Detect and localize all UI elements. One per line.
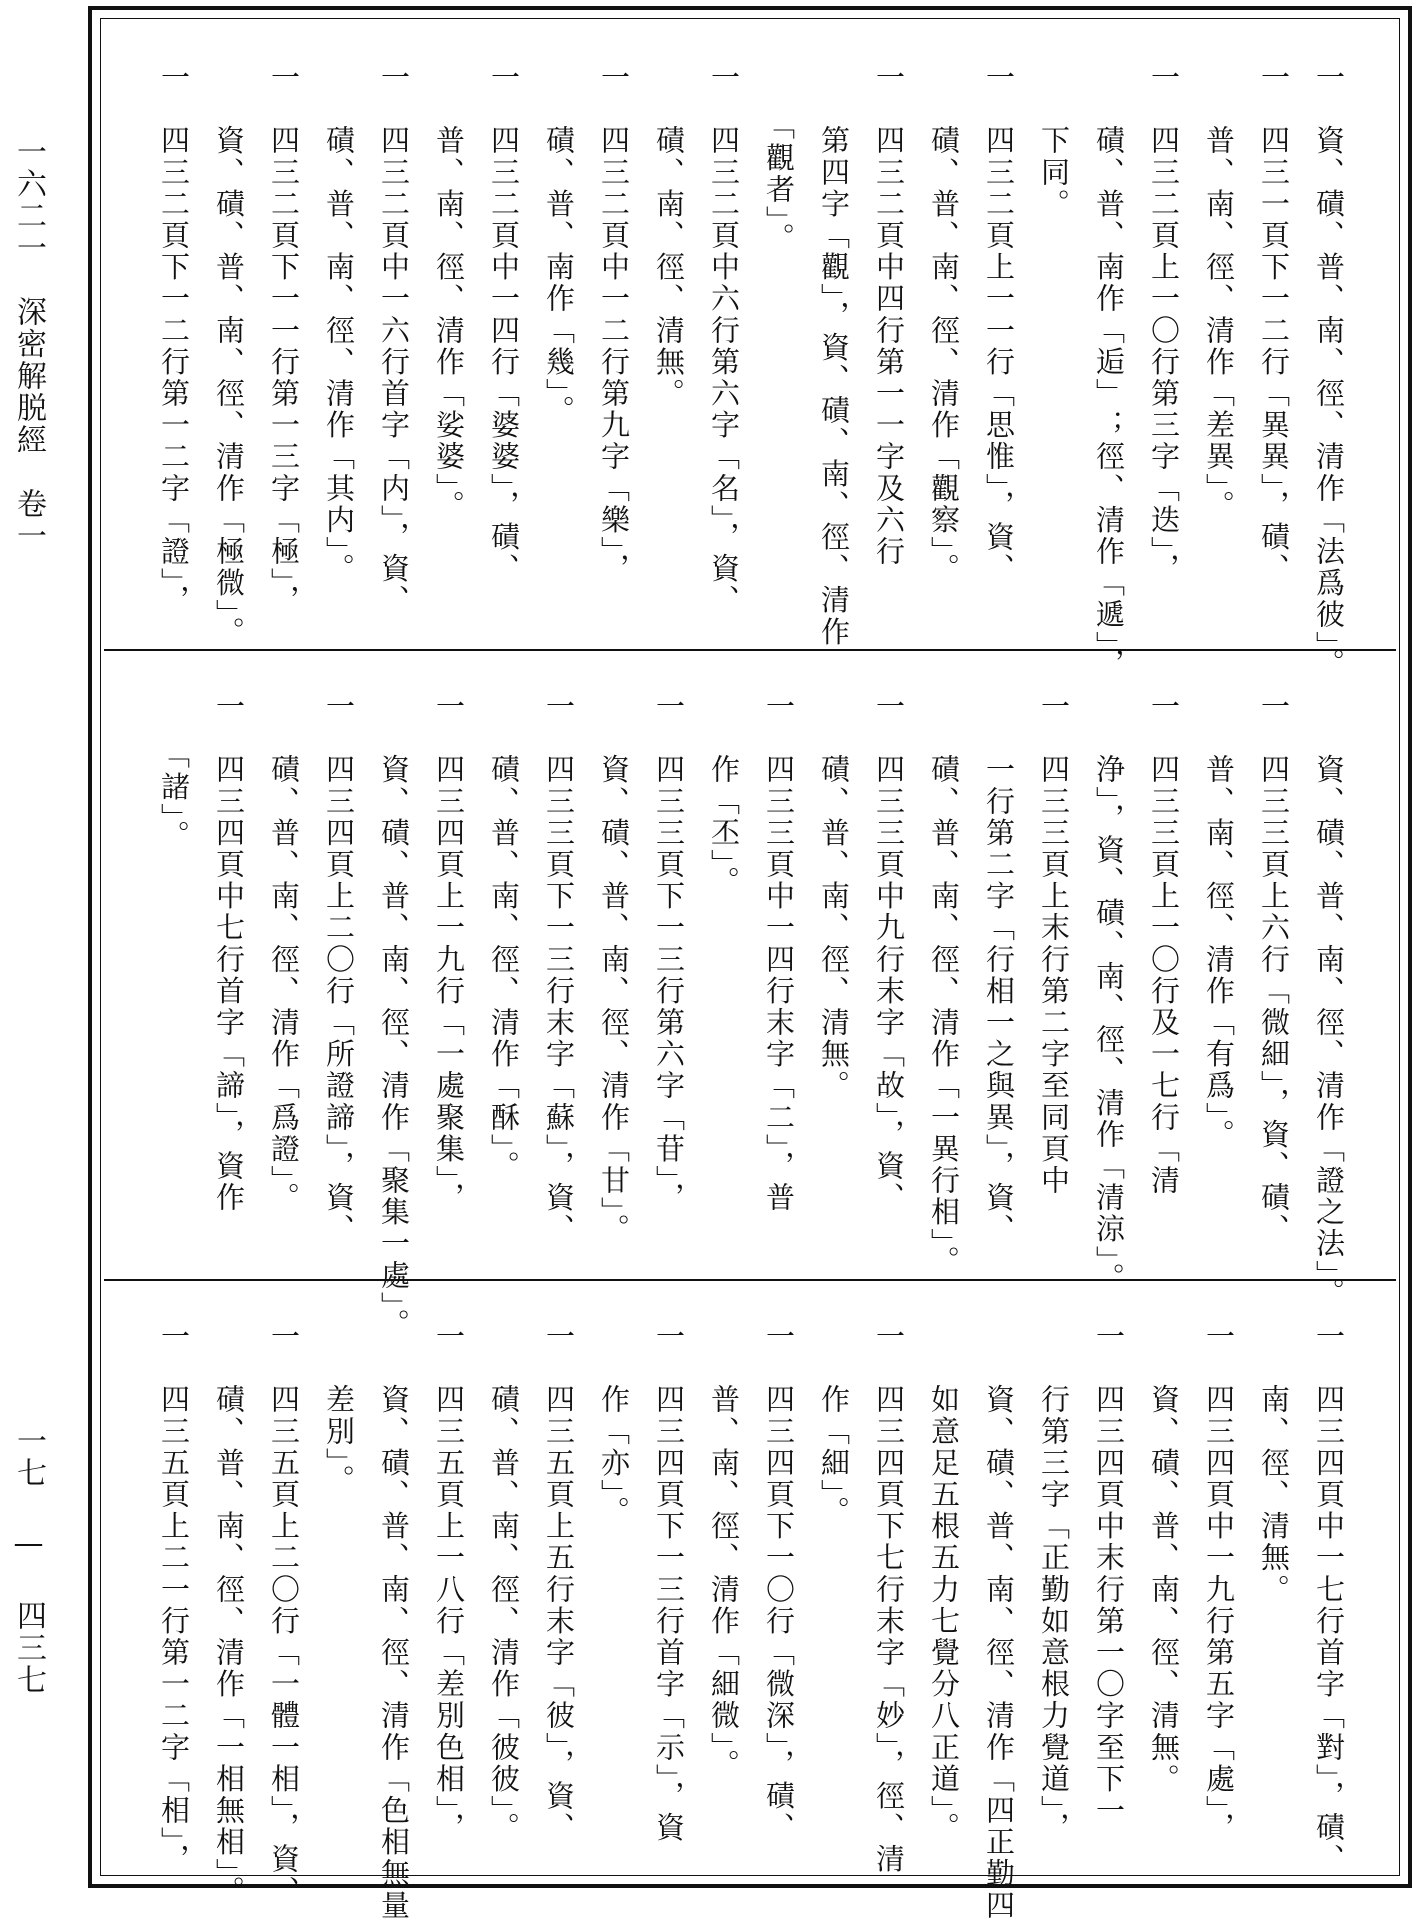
text-column: 資、磧、普、南、徑、清作「聚集一處」。 [377,691,411,1341]
text-column: 資、磧、普、南、徑、清作「色相無量 [377,1321,411,1921]
side-title: 一六二一 深密解脱經 卷一 [11,136,46,552]
text-column: 磧、普、南、徑、清作「其内」。 [322,62,356,585]
text-column: 一 四三四頁中七行首字「諦」，資作 [212,691,246,1214]
text-column: 磧、普、南、徑、清作「一異行相」。 [927,691,961,1277]
text-column: 一 四三四頁下一三行首字「示」，資 [652,1321,686,1844]
text-column: 作「細」。 [817,1321,851,1528]
text-column: 下同。 [1037,62,1071,220]
text-column: 一 四三四頁下七行末字「妙」，徑、清 [872,1321,906,1876]
text-column: 資、磧、普、南、徑、清作「證之法」。 [1312,691,1346,1309]
panel-top [104,22,1396,680]
text-column: 一 四三三頁下一三行第六字「苷」， [652,691,686,1214]
text-column: 磧、普、南、徑、清作「酥」。 [487,691,521,1183]
text-column: 「諸」。 [157,691,191,852]
text-column: 一 四三三頁下一三行末字「蘇」，資、 [542,691,576,1246]
text-column: 一 四三二頁中四行第一一字及六行 [872,62,906,568]
text-column: 一 四三三頁中一四行末字「二」，普 [762,691,796,1214]
text-column: 普、南、徑、清作「差異」。 [1202,62,1236,522]
text-column: 「觀者」。 [762,62,796,255]
side-page-number: 一七 — 四三七 [11,1425,46,1696]
text-column: 磧、普、南、徑、清作「彼彼」。 [487,1321,521,1844]
text-column: 磧、普、南、徑、清作「觀察」。 [927,62,961,585]
panel-bottom [104,1279,1396,1921]
text-column: 磧、普、南、徑、清作「一相無相」。 [212,1321,246,1907]
text-column: 資、磧、普、南、徑、清作「甘」。 [597,691,631,1246]
text-column: 普、南、徑、清作「有爲」。 [1202,691,1236,1151]
page-frame [88,6,1412,1921]
text-column: 磧、南、徑、清無。 [652,62,686,410]
text-column: 差別」。 [322,1321,356,1497]
panel-middle [104,649,1396,1341]
text-column: 一 四三四頁上一九行「一處聚集」， [432,691,466,1214]
text-column: 一 四三三頁上六行「微細」，資、磧、 [1257,691,1291,1246]
text-column: 一 四三三頁上一〇行及一七行「清 [1147,691,1181,1197]
text-column: 作「丕」。 [707,691,741,898]
panel-top-columns [146,62,1356,680]
text-column: 資、磧、普、南、徑、清無。 [1147,1321,1181,1795]
text-column: 一 四三五頁上二一行第一二字「相」， [157,1321,191,1876]
text-column: 一 四三五頁上二〇行「一體一相」，資、 [267,1321,301,1907]
text-column: 一 四三一頁下一二行「異異」，磧、 [1257,62,1291,585]
text-column: 浄」，資、磧、南、徑、清作「清涼」。 [1092,691,1126,1294]
text-column: 行第三字「正勤如意根力覺道」， [1037,1321,1071,1844]
text-column: 一 四三四頁中一七行首字「對」，磧、 [1312,1321,1346,1876]
text-column: 南、徑、清無。 [1257,1321,1291,1606]
text-column: 一 四三二頁下一二行第一二字「證」， [157,62,191,617]
text-column: 一 四三三頁上末行第二字至同頁中 [1037,691,1071,1197]
text-column: 資、磧、普、南、徑、清作「四正勤四 [982,1321,1016,1921]
text-column: 如意足五根五力七覺分八正道」。 [927,1321,961,1844]
text-column: 一 四三二頁上一一行「思惟」，資、 [982,62,1016,585]
text-column: 一 四三二頁中一六行首字「内」，資、 [377,62,411,617]
text-column: 一 四三四頁上二〇行「所證諦」，資、 [322,691,356,1246]
text-column: 一 資、磧、普、南、徑、清作「法爲彼」。 [1312,62,1346,680]
text-column: 一 四三四頁中一九行第五字「處」， [1202,1321,1236,1844]
text-column: 一 四三二頁中六行第六字「名」，資、 [707,62,741,617]
text-column: 一 四三二頁中一二行第九字「樂」， [597,62,631,585]
text-column: 磧、普、南、徑、清無。 [817,691,851,1102]
text-column: 資、磧、普、南、徑、清作「極微」。 [212,62,246,648]
text-column: 普、南、徑、清作「細微」。 [707,1321,741,1781]
text-column: 一 四三三頁中九行末字「故」，資、 [872,691,906,1214]
text-column: 普、南、徑、清作「娑婆」。 [432,62,466,522]
text-column: 一 四三五頁上一八行「差別色相」， [432,1321,466,1844]
panel-middle-columns [146,691,1356,1341]
panel-bottom-columns [146,1321,1356,1921]
text-column: 一行第二字「行相一之與異」，資、 [982,691,1016,1246]
text-column: 一 四三五頁上五行末字「彼」，資、 [542,1321,576,1844]
text-column: 一 四三四頁下一〇行「微深」，磧、 [762,1321,796,1844]
text-column: 磧、普、南作「逅」；徑、清作「遞」， [1092,62,1126,680]
text-column: 磧、普、南、徑、清作「爲證」。 [267,691,301,1214]
text-column: 磧、普、南作「幾」。 [542,62,576,427]
text-column: 一 四三四頁中末行第一〇字至下一 [1092,1321,1126,1827]
text-column: 作「亦」。 [597,1321,631,1528]
text-column: 第四字「觀」，資、磧、南、徑、清作 [817,62,851,648]
text-column: 一 四三二頁中一四行「婆婆」，磧、 [487,62,521,585]
text-column: 一 四三二頁下一一行第一三字「極」， [267,62,301,617]
text-column: 一 四三二頁上一〇行第三字「迭」， [1147,62,1181,585]
